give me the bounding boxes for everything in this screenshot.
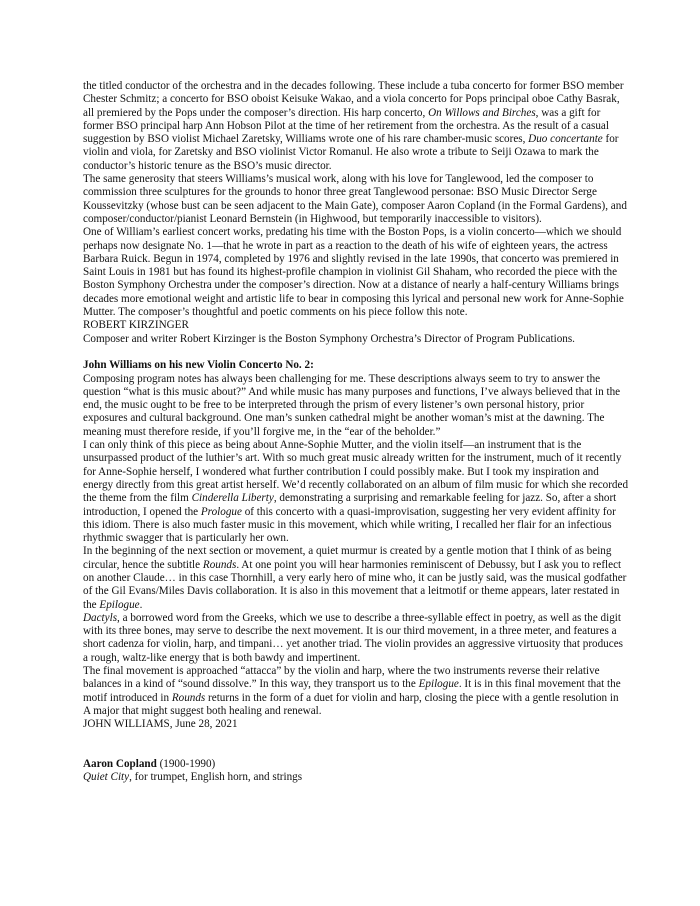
work-title: On Willows and Birches: [428, 106, 536, 119]
intro-paragraph-3: One of William’s earliest concert works, predating his time with the Boston Pops, is a violin concerto—which we should perhaps now designate No. 1—that he wrote in part as a reaction to the death of his wife of eighteen years, the actress Barbara Ruick. Begun in 1974, completed by 1976 and slightly revised in the late 1990s, that concerto was premiered in Saint Louis in 1981 but has found its highest-profile champion in violinist Gil Shaham, who recorded the piece with the Boston Symphony Orchestra under the composer’s direction. Now at a distance of nearly a half-century Williams brings decades more emotional weight and artistic life to bear in composing this lyrical and personal new work for Anne-Sophie Mutter. The composer’s thoughtful and poetic comments on his piece follow this note.: [83, 226, 624, 319]
intro-paragraph-1: the titled conductor of the orchestra and in the decades following. These include a tuba concerto for former BSO member Chester Schmitz; a concerto for BSO oboist Keisuke Wakao, and a viola concerto for Pops principal oboe Cathy Basrak, all premiered by the Pops under the composer’s direction. His harp concerto, On Willows and Birches, was a gift for former BSO principal harp Ann Hobson Pilot at the time of her retirement from the orchestra. As the result of a casual suggestion by BSO violist Michael Zaretsky, Williams wrote one of his rare chamber-music scores, Duo concertante for violin and viola, for Zaretsky and BSO violinist Victor Romanul. He also wrote a tribute to Seiji Ozawa to mark the conductor’s historic tenure as the BSO’s music director.: [83, 80, 624, 172]
movement-title: Prologue: [200, 505, 242, 518]
composer-dates: (1900-1990): [156, 758, 216, 771]
movement-title: Epilogue: [99, 598, 140, 611]
author-name: ROBERT KIRZINGER: [83, 319, 189, 332]
spacer: [83, 732, 628, 759]
movement-title: Dactyls: [83, 611, 118, 624]
work-title: Quiet City: [83, 771, 130, 784]
author-bio: Composer and writer Robert Kirzinger is the Boston Symphony Orchestra’s Director of Program Publications.: [83, 332, 575, 345]
work-title: Duo concertante: [528, 133, 603, 146]
spacer: [83, 346, 628, 359]
movement-title: Rounds: [171, 691, 206, 704]
williams-signature: JOHN WILLIAMS, June 28, 2021: [83, 718, 238, 731]
intro-paragraph-2: The same generosity that steers Williams’s musical work, along with his love for Tanglewood, led the composer to commission three sculptures for the grounds to honor three great Tanglewood personae: BSO Music Director Serge Koussevitzky (whose bust can be seen adjacent to the Main Gate), composer Aaron Copland (in the Formal Gardens), and composer/conductor/pianist Leonard Bernstein (in Highwood, but temporarily inaccessible to visitors).: [83, 173, 627, 225]
williams-paragraph-3: In the beginning of the next section or movement, a quiet murmur is created by a gentle motion that I think of as being circular, hence the subtitle Rounds. At one point you will hear harmonies reminiscent of Debussy, but I ask you to reflect on another Claude… in this case Thornhill, a very early hero of mine who, it can be justly said, was the musical godfather of the Gil Evans/Miles Davis collaboration. It is also in this movement that a leitmotif or theme appears, later restated in the Epilogue.: [83, 545, 627, 611]
copland-heading: [83, 758, 628, 771]
section-heading: John Williams on his new Violin Concerto No. 2:: [83, 359, 314, 372]
program-notes-page: [83, 80, 628, 785]
movement-title: Rounds: [202, 558, 237, 571]
composer-name: Aaron Copland: [83, 758, 157, 771]
copland-work: Quiet City, for trumpet, English horn, and strings: [83, 771, 303, 784]
williams-paragraph-1: Composing program notes has always been challenging for me. These descriptions always seem to try to answer the question “what is this music about?” And while music has many purposes and functions, I’ve always believed that in the end, the music ought to be free to be interpreted through the prism of every listener’s own personal history, prior exposures and cultural background. One man’s sunken cathedral might be another woman’s mist at the dawning. The meaning must therefore reside, if you’ll forgive me, in the “ear of the beholder.”: [83, 372, 621, 438]
movement-title: Epilogue: [418, 678, 459, 691]
williams-paragraph-5: The final movement is approached “attacca” by the violin and harp, where the two instruments reverse their relative balances in a kind of “sound dissolve.” In this way, they transport us to the Epilogue. It is in this final movement that the motif introduced in Rounds returns in the form of a duet for violin and harp, closing the piece with a gentle resolution in A major that might suggest both healing and renewal.: [83, 665, 621, 717]
williams-paragraph-2: I can only think of this piece as being about Anne-Sophie Mutter, and the violin itself—an instrument that is the unsurpassed product of the luthier’s art. With so much great music already written for the instrument, much of it recently for Anne-Sophie herself, I wondered what further contribution I could possibly make. But I took my inspiration and energy directly from this great artist herself. We’d recently collaborated on an album of film music for which she recorded the theme from the film Cinderella Liberty, demonstrating a surprising and remarkable feeling for jazz. So, after a short introduction, I opened the Prologue of this concerto with a quasi-improvisation, suggesting her very evident affinity for this idiom. There is also much faster music in this movement, which while writing, I recalled her flair for an infectious rhythmic swagger that is particularly her own.: [83, 439, 629, 545]
work-title: Cinderella Liberty: [191, 492, 274, 505]
williams-paragraph-4: Dactyls, a borrowed word from the Greeks, which we use to describe a three-syllable effect in poetry, as well as the digit with its three bones, may serve to describe the next movement. It is our third movement, in a three meter, and features a short cadenza for violin, harp, and timpani… yet another triad. The violin provides an aggressive virtuosity that produces a rough, waltz-like energy that is both bawdy and impertinent.: [83, 611, 623, 664]
